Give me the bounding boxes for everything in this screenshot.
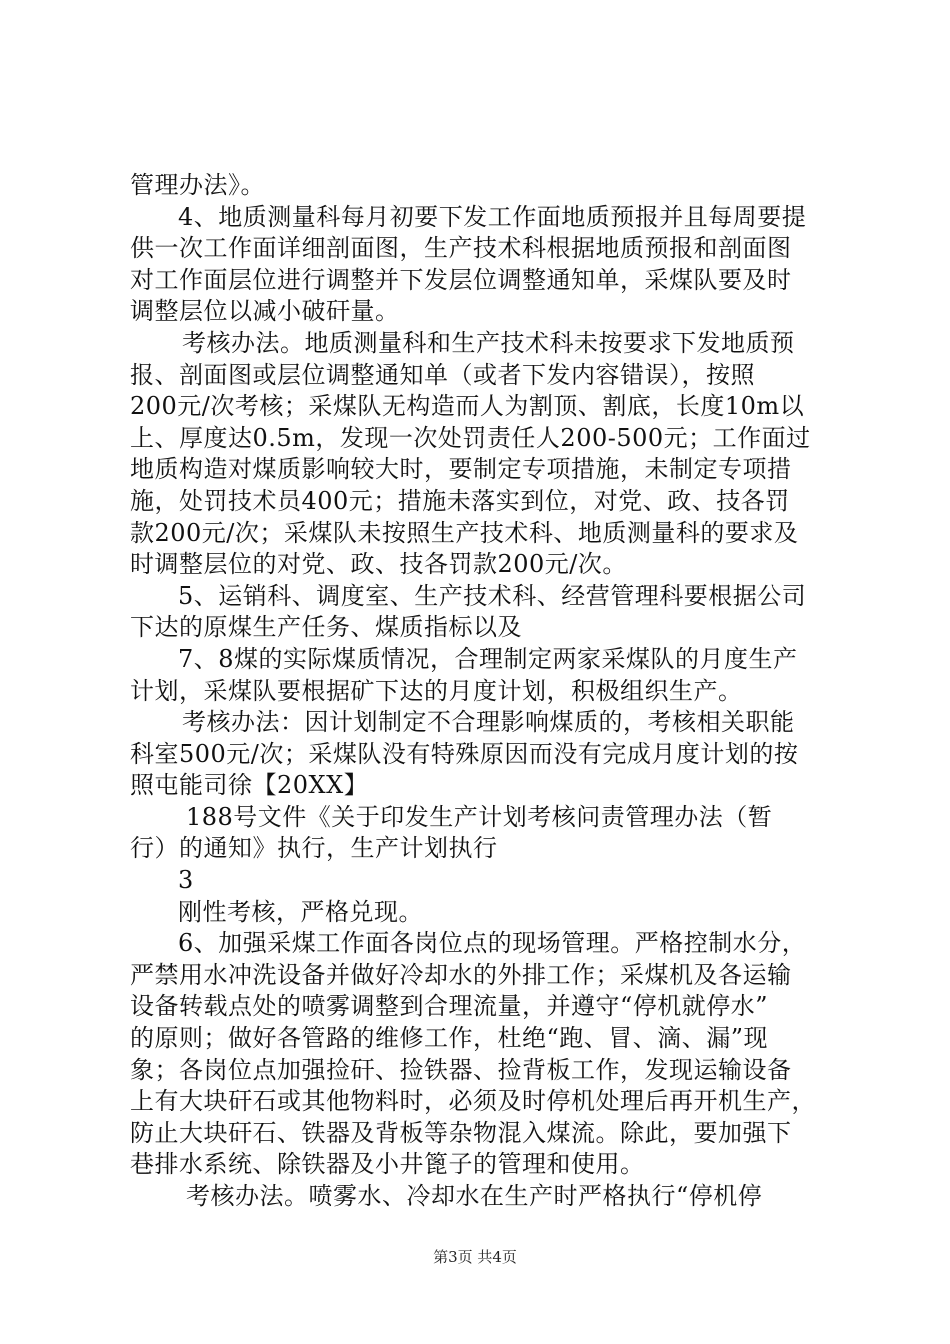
text-line: 调整层位以减小破矸量。 [130, 297, 400, 326]
text-line: 象；各岗位点加强捡矸、捡铁器、捡背板工作，发现运输设备 [130, 1055, 792, 1084]
text-line: 200元/次考核；采煤队无构造而人为割顶、割底，长度10m以 [130, 392, 805, 421]
text-line: 考核办法：因计划制定不合理影响煤质的，考核相关职能 [182, 708, 795, 737]
text-line: 考核办法。地质测量科和生产技术科未按要求下发地质预 [182, 328, 795, 357]
text-line: 照屯能司徐【20XX】 [130, 771, 369, 800]
text-line: 上有大块矸石或其他物料时，必须及时停机处理后再开机生产， [130, 1087, 816, 1116]
text-line: 5、运销科、调度室、生产技术科、经营管理科要根据公司 [178, 581, 807, 610]
text-line: 时调整层位的对党、政、技各罚款200元/次。 [130, 550, 627, 579]
text-line: 管理办法》。 [130, 171, 265, 199]
text-line: 4、地质测量科每月初要下发工作面地质预报并且每周要提 [178, 202, 807, 231]
text-line: 供一次工作面详细剖面图，生产技术科根据地质预报和剖面图 [130, 234, 792, 263]
text-line: 地质构造对煤质影响较大时，要制定专项措施，未制定专项措 [130, 455, 792, 484]
text-line: 科室500元/次；采煤队没有特殊原因而没有完成月度计划的按 [130, 739, 799, 768]
text-line: 设备转载点处的喷雾调整到合理流量，并遵守“停机就停水” [130, 992, 769, 1021]
text-line: 计划，采煤队要根据矿下达的月度计划，积极组织生产。 [130, 676, 743, 705]
text-line: 报、剖面图或层位调整通知单（或者下发内容错误），按照 [130, 360, 755, 389]
text-line: 考核办法。喷雾水、冷却水在生产时严格执行“停机停 [186, 1182, 763, 1210]
text-line: 上、厚度达0.5m，发现一次处罚责任人200-500元；工作面过 [130, 423, 811, 452]
text-line: 刚性考核，严格兑现。 [178, 897, 423, 926]
text-line: 对工作面层位进行调整并下发层位调整通知单，采煤队要及时 [130, 265, 792, 294]
text-line: 巷排水系统、除铁器及小井篦子的管理和使用。 [130, 1150, 645, 1179]
text-line: 7、8煤的实际煤质情况，合理制定两家采煤队的月度生产 [178, 644, 798, 673]
text-line: 严禁用水冲洗设备并做好冷却水的外排工作；采煤机及各运输 [130, 960, 792, 989]
text-line: 的原则；做好各管路的维修工作，杜绝“跑、冒、滴、漏”现 [130, 1024, 769, 1053]
text-line: 6、加强采煤工作面各岗位点的现场管理。严格控制水分， [178, 929, 807, 958]
text-line: 防止大块矸石、铁器及背板等杂物混入煤流。除此，要加强下 [130, 1118, 792, 1147]
text-line: 188号文件《关于印发生产计划考核问责管理办法（暂 [186, 802, 773, 831]
text-line: 3 [178, 866, 194, 895]
page-footer: 第3页 共4页 [433, 1248, 517, 1266]
document-body [130, 170, 835, 1213]
text-line: 款200元/次；采煤队未按照生产技术科、地质测量科的要求及 [130, 518, 799, 547]
text-line: 行）的通知》执行，生产计划执行 [130, 834, 498, 863]
text-line: 施，处罚技术员400元；措施未落实到位，对党、政、技各罚 [130, 486, 790, 515]
text-line: 下达的原煤生产任务、煤质指标以及 [130, 613, 522, 642]
